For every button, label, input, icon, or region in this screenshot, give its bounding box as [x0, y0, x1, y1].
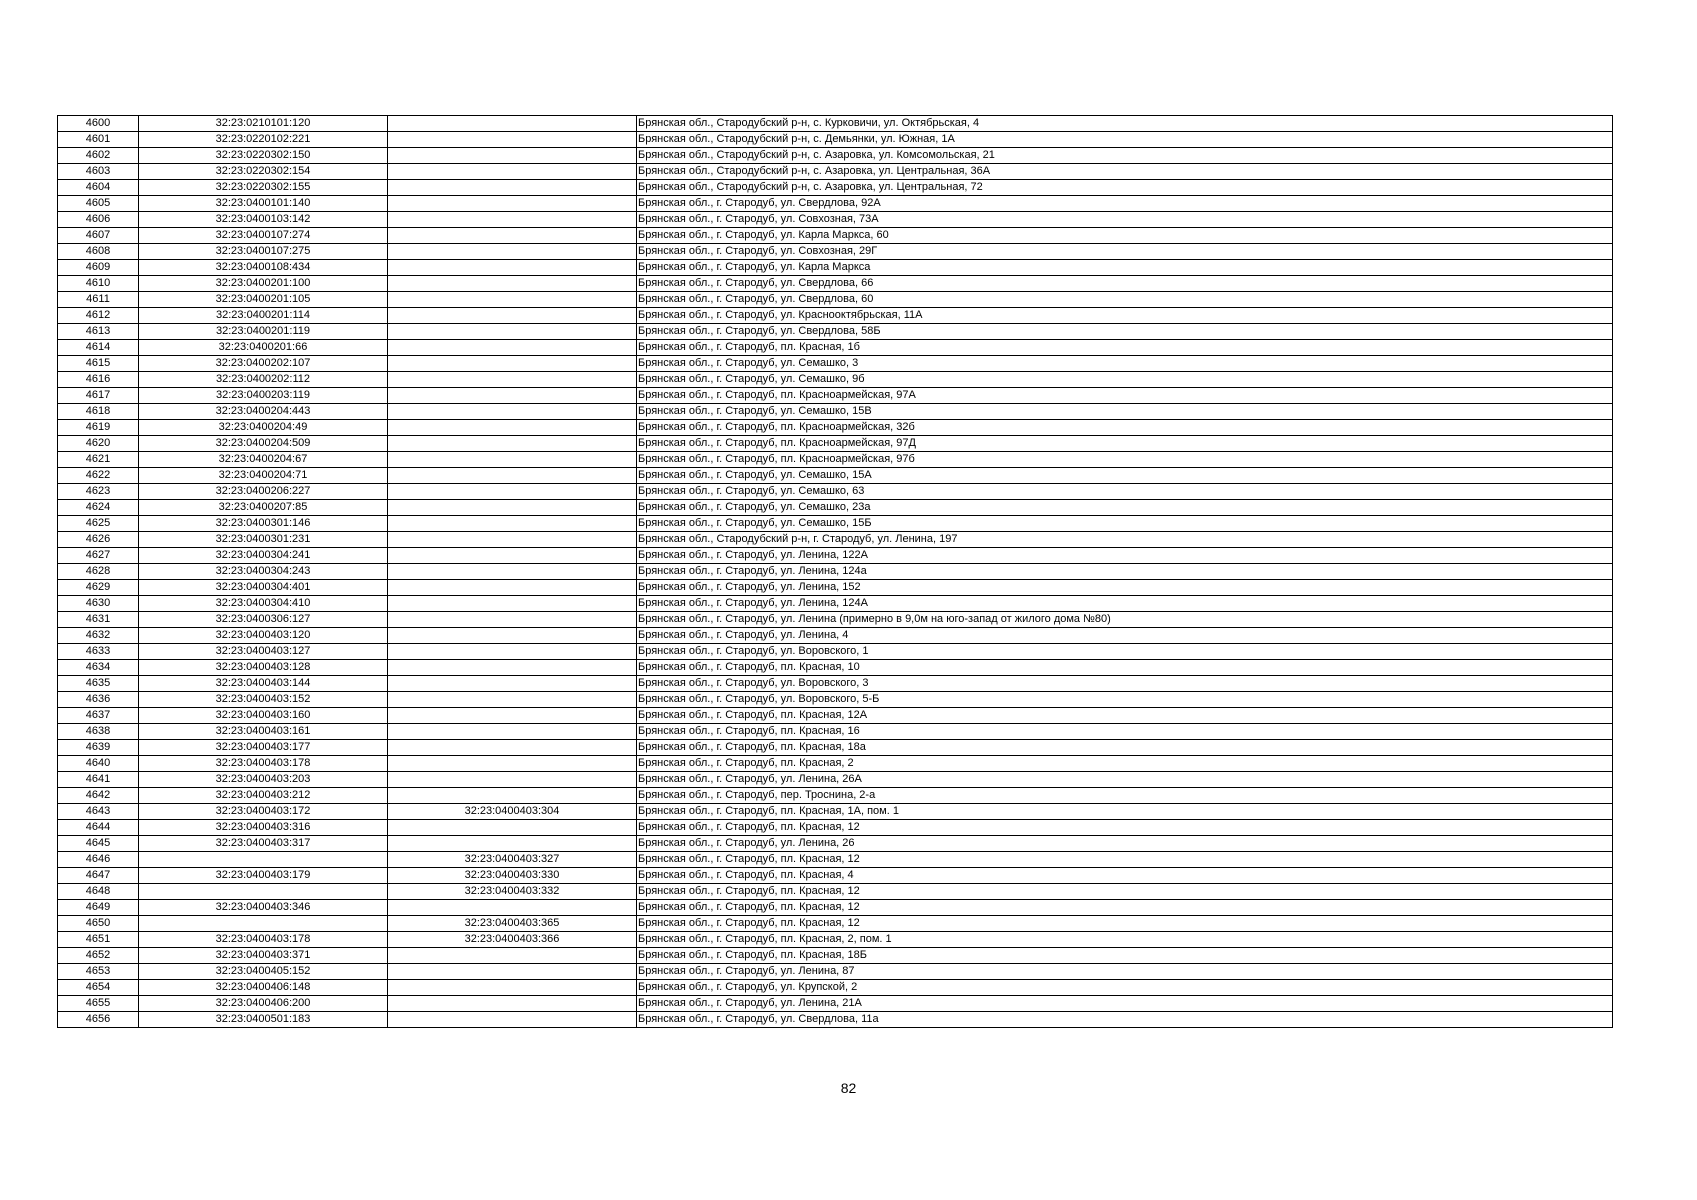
table-row	[58, 660, 1613, 676]
address-cell: Брянская обл., г. Стародуб, пл. Красная, 12	[637, 884, 1613, 900]
table-row	[58, 644, 1613, 660]
cadastral-number-cell: 32:23:0400403:346	[139, 900, 388, 916]
table-row	[58, 180, 1613, 196]
related-cadastral-number-cell: 32:23:0400403:327	[388, 852, 637, 868]
row-number-cell: 4623	[58, 484, 139, 500]
row-number-cell: 4608	[58, 244, 139, 260]
related-cadastral-number-cell	[388, 468, 637, 484]
related-cadastral-number-cell	[388, 372, 637, 388]
cadastral-number-cell: 32:23:0400207:85	[139, 500, 388, 516]
table-row	[58, 244, 1613, 260]
related-cadastral-number-cell	[388, 964, 637, 980]
row-number-cell: 4644	[58, 820, 139, 836]
cadastral-number-cell: 32:23:0400403:178	[139, 756, 388, 772]
cadastral-number-cell: 32:23:0220302:154	[139, 164, 388, 180]
row-number-cell: 4648	[58, 884, 139, 900]
address-cell: Брянская обл., г. Стародуб, ул. Ленина, 26А	[637, 772, 1613, 788]
row-number-cell: 4656	[58, 1012, 139, 1028]
table-row	[58, 356, 1613, 372]
row-number-cell: 4655	[58, 996, 139, 1012]
related-cadastral-number-cell	[388, 788, 637, 804]
row-number-cell: 4653	[58, 964, 139, 980]
row-number-cell: 4609	[58, 260, 139, 276]
cadastral-number-cell: 32:23:0400206:227	[139, 484, 388, 500]
address-cell: Брянская обл., г. Стародуб, ул. Краснооктябрьская, 11А	[637, 308, 1613, 324]
table-row	[58, 852, 1613, 868]
address-cell: Брянская обл., г. Стародуб, пер. Троснина, 2-а	[637, 788, 1613, 804]
related-cadastral-number-cell	[388, 420, 637, 436]
cadastral-number-cell: 32:23:0400204:443	[139, 404, 388, 420]
cadastral-number-cell: 32:23:0400108:434	[139, 260, 388, 276]
address-cell: Брянская обл., г. Стародуб, ул. Свердлова, 66	[637, 276, 1613, 292]
cadastral-number-cell: 32:23:0210101:120	[139, 116, 388, 132]
related-cadastral-number-cell	[388, 1012, 637, 1028]
cadastral-number-cell: 32:23:0400501:183	[139, 1012, 388, 1028]
table-row	[58, 276, 1613, 292]
table-row	[58, 612, 1613, 628]
table-row	[58, 916, 1613, 932]
row-number-cell: 4633	[58, 644, 139, 660]
related-cadastral-number-cell	[388, 292, 637, 308]
table-row	[58, 756, 1613, 772]
address-cell: Брянская обл., г. Стародуб, пл. Красная, 1б	[637, 340, 1613, 356]
row-number-cell: 4610	[58, 276, 139, 292]
address-cell: Брянская обл., г. Стародуб, ул. Совхозная, 73А	[637, 212, 1613, 228]
cadastral-number-cell: 32:23:0400204:67	[139, 452, 388, 468]
related-cadastral-number-cell	[388, 692, 637, 708]
related-cadastral-number-cell	[388, 756, 637, 772]
cadastral-number-cell: 32:23:0400403:317	[139, 836, 388, 852]
address-cell: Брянская обл., Стародубский р-н, с. Курковичи, ул. Октябрьская, 4	[637, 116, 1613, 132]
address-cell: Брянская обл., г. Стародуб, пл. Красная, 18Б	[637, 948, 1613, 964]
cadastral-number-cell: 32:23:0400306:127	[139, 612, 388, 628]
row-number-cell: 4630	[58, 596, 139, 612]
row-number-cell: 4605	[58, 196, 139, 212]
cadastral-number-cell: 32:23:0400204:71	[139, 468, 388, 484]
table-row	[58, 836, 1613, 852]
related-cadastral-number-cell	[388, 116, 637, 132]
cadastral-number-cell: 32:23:0400403:178	[139, 932, 388, 948]
table-row	[58, 340, 1613, 356]
address-cell: Брянская обл., г. Стародуб, пл. Красная, 2	[637, 756, 1613, 772]
table-row	[58, 292, 1613, 308]
related-cadastral-number-cell: 32:23:0400403:330	[388, 868, 637, 884]
table-row	[58, 420, 1613, 436]
related-cadastral-number-cell	[388, 276, 637, 292]
cadastral-number-cell: 32:23:0400406:200	[139, 996, 388, 1012]
address-cell: Брянская обл., г. Стародуб, пл. Красная, 4	[637, 868, 1613, 884]
row-number-cell: 4631	[58, 612, 139, 628]
table-row	[58, 964, 1613, 980]
address-cell: Брянская обл., г. Стародуб, ул. Ленина, 152	[637, 580, 1613, 596]
row-number-cell: 4603	[58, 164, 139, 180]
table-row	[58, 260, 1613, 276]
related-cadastral-number-cell	[388, 948, 637, 964]
cadastral-number-cell: 32:23:0400304:243	[139, 564, 388, 580]
related-cadastral-number-cell: 32:23:0400403:304	[388, 804, 637, 820]
table-row	[58, 500, 1613, 516]
address-cell: Брянская обл., г. Стародуб, ул. Ленина, 122А	[637, 548, 1613, 564]
table-row	[58, 564, 1613, 580]
related-cadastral-number-cell	[388, 532, 637, 548]
address-cell: Брянская обл., г. Стародуб, пл. Красная, 12	[637, 820, 1613, 836]
table-row	[58, 900, 1613, 916]
table-row	[58, 324, 1613, 340]
cadastral-number-cell: 32:23:0400403:179	[139, 868, 388, 884]
table-row	[58, 804, 1613, 820]
row-number-cell: 4624	[58, 500, 139, 516]
address-cell: Брянская обл., г. Стародуб, пл. Красноармейская, 97б	[637, 452, 1613, 468]
row-number-cell: 4632	[58, 628, 139, 644]
cadastral-number-cell: 32:23:0400304:410	[139, 596, 388, 612]
address-cell: Брянская обл., г. Стародуб, ул. Семашко, 23а	[637, 500, 1613, 516]
related-cadastral-number-cell	[388, 580, 637, 596]
table-row	[58, 932, 1613, 948]
related-cadastral-number-cell	[388, 724, 637, 740]
related-cadastral-number-cell	[388, 820, 637, 836]
address-cell: Брянская обл., г. Стародуб, ул. Свердлова, 60	[637, 292, 1613, 308]
table-row	[58, 820, 1613, 836]
cadastral-number-cell: 32:23:0400202:112	[139, 372, 388, 388]
table-row	[58, 692, 1613, 708]
related-cadastral-number-cell	[388, 612, 637, 628]
address-cell: Брянская обл., г. Стародуб, ул. Семашко, 15В	[637, 404, 1613, 420]
row-number-cell: 4643	[58, 804, 139, 820]
address-cell: Брянская обл., г. Стародуб, ул. Семашко, 3	[637, 356, 1613, 372]
cadastral-number-cell: 32:23:0400107:274	[139, 228, 388, 244]
table-row	[58, 404, 1613, 420]
address-cell: Брянская обл., г. Стародуб, ул. Семашко, 15А	[637, 468, 1613, 484]
related-cadastral-number-cell: 32:23:0400403:366	[388, 932, 637, 948]
cadastral-number-cell: 32:23:0400403:120	[139, 628, 388, 644]
related-cadastral-number-cell	[388, 516, 637, 532]
related-cadastral-number-cell	[388, 740, 637, 756]
address-cell: Брянская обл., г. Стародуб, ул. Ленина, 124а	[637, 564, 1613, 580]
address-cell: Брянская обл., г. Стародуб, пл. Красная, 12А	[637, 708, 1613, 724]
row-number-cell: 4606	[58, 212, 139, 228]
table-row	[58, 580, 1613, 596]
table-row	[58, 372, 1613, 388]
row-number-cell: 4642	[58, 788, 139, 804]
related-cadastral-number-cell	[388, 228, 637, 244]
related-cadastral-number-cell	[388, 980, 637, 996]
row-number-cell: 4629	[58, 580, 139, 596]
related-cadastral-number-cell: 32:23:0400403:332	[388, 884, 637, 900]
address-cell: Брянская обл., г. Стародуб, пл. Красноармейская, 97А	[637, 388, 1613, 404]
table-row	[58, 212, 1613, 228]
related-cadastral-number-cell	[388, 340, 637, 356]
cadastral-number-cell: 32:23:0220302:150	[139, 148, 388, 164]
cadastral-number-cell: 32:23:0400403:212	[139, 788, 388, 804]
address-cell: Брянская обл., г. Стародуб, ул. Свердлова, 58Б	[637, 324, 1613, 340]
table-row	[58, 1012, 1613, 1028]
row-number-cell: 4634	[58, 660, 139, 676]
table-row	[58, 676, 1613, 692]
cadastral-number-cell	[139, 916, 388, 932]
row-number-cell: 4604	[58, 180, 139, 196]
cadastral-number-cell: 32:23:0400403:161	[139, 724, 388, 740]
related-cadastral-number-cell	[388, 132, 637, 148]
table-row	[58, 164, 1613, 180]
table-row	[58, 468, 1613, 484]
row-number-cell: 4626	[58, 532, 139, 548]
row-number-cell: 4613	[58, 324, 139, 340]
address-cell: Брянская обл., г. Стародуб, ул. Ленина (примерно в 9,0м на юго-запад от жилого дома №80)	[637, 612, 1613, 628]
related-cadastral-number-cell	[388, 500, 637, 516]
row-number-cell: 4620	[58, 436, 139, 452]
cadastral-number-cell: 32:23:0400403:128	[139, 660, 388, 676]
row-number-cell: 4617	[58, 388, 139, 404]
table-row	[58, 532, 1613, 548]
row-number-cell: 4646	[58, 852, 139, 868]
cadastral-number-cell: 32:23:0400403:144	[139, 676, 388, 692]
row-number-cell: 4639	[58, 740, 139, 756]
registry-table	[57, 115, 1613, 1028]
table-row	[58, 948, 1613, 964]
related-cadastral-number-cell	[388, 308, 637, 324]
table-row	[58, 132, 1613, 148]
table-row	[58, 148, 1613, 164]
cadastral-number-cell: 32:23:0400403:152	[139, 692, 388, 708]
related-cadastral-number-cell	[388, 436, 637, 452]
related-cadastral-number-cell	[388, 644, 637, 660]
address-cell: Брянская обл., г. Стародуб, ул. Ленина, 4	[637, 628, 1613, 644]
address-cell: Брянская обл., г. Стародуб, ул. Карла Маркса, 60	[637, 228, 1613, 244]
related-cadastral-number-cell	[388, 660, 637, 676]
address-cell: Брянская обл., г. Стародуб, пл. Красная, 12	[637, 900, 1613, 916]
address-cell: Брянская обл., г. Стародуб, ул. Ленина, 87	[637, 964, 1613, 980]
related-cadastral-number-cell	[388, 452, 637, 468]
table-row	[58, 788, 1613, 804]
related-cadastral-number-cell	[388, 772, 637, 788]
row-number-cell: 4635	[58, 676, 139, 692]
row-number-cell: 4621	[58, 452, 139, 468]
related-cadastral-number-cell	[388, 996, 637, 1012]
table-row	[58, 772, 1613, 788]
row-number-cell: 4607	[58, 228, 139, 244]
related-cadastral-number-cell	[388, 708, 637, 724]
row-number-cell: 4651	[58, 932, 139, 948]
row-number-cell: 4637	[58, 708, 139, 724]
table-row	[58, 740, 1613, 756]
row-number-cell: 4652	[58, 948, 139, 964]
cadastral-number-cell: 32:23:0400201:66	[139, 340, 388, 356]
table-row	[58, 484, 1613, 500]
address-cell: Брянская обл., г. Стародуб, пл. Красноармейская, 32б	[637, 420, 1613, 436]
address-cell: Брянская обл., г. Стародуб, ул. Карла Маркса	[637, 260, 1613, 276]
cadastral-number-cell	[139, 884, 388, 900]
cadastral-number-cell: 32:23:0400403:316	[139, 820, 388, 836]
cadastral-number-cell: 32:23:0400201:100	[139, 276, 388, 292]
row-number-cell: 4614	[58, 340, 139, 356]
row-number-cell: 4649	[58, 900, 139, 916]
row-number-cell: 4650	[58, 916, 139, 932]
related-cadastral-number-cell	[388, 196, 637, 212]
row-number-cell: 4601	[58, 132, 139, 148]
row-number-cell: 4628	[58, 564, 139, 580]
address-cell: Брянская обл., Стародубский р-н, с. Азаровка, ул. Центральная, 72	[637, 180, 1613, 196]
table-row	[58, 116, 1613, 132]
row-number-cell: 4616	[58, 372, 139, 388]
address-cell: Брянская обл., г. Стародуб, пл. Красная, 10	[637, 660, 1613, 676]
cadastral-number-cell: 32:23:0400304:241	[139, 548, 388, 564]
address-cell: Брянская обл., г. Стародуб, ул. Ленина, 124А	[637, 596, 1613, 612]
row-number-cell: 4600	[58, 116, 139, 132]
address-cell: Брянская обл., г. Стародуб, ул. Крупской, 2	[637, 980, 1613, 996]
address-cell: Брянская обл., г. Стародуб, пл. Красноармейская, 97Д	[637, 436, 1613, 452]
table-row	[58, 436, 1613, 452]
table-row	[58, 708, 1613, 724]
address-cell: Брянская обл., Стародубский р-н, с. Демьянки, ул. Южная, 1А	[637, 132, 1613, 148]
cadastral-number-cell: 32:23:0400403:371	[139, 948, 388, 964]
row-number-cell: 4638	[58, 724, 139, 740]
cadastral-number-cell: 32:23:0400103:142	[139, 212, 388, 228]
cadastral-number-cell: 32:23:0220302:155	[139, 180, 388, 196]
cadastral-number-cell: 32:23:0400201:119	[139, 324, 388, 340]
table-row	[58, 868, 1613, 884]
address-cell: Брянская обл., Стародубский р-н, с. Азаровка, ул. Центральная, 36А	[637, 164, 1613, 180]
table-row	[58, 884, 1613, 900]
row-number-cell: 4611	[58, 292, 139, 308]
table-row	[58, 548, 1613, 564]
cadastral-number-cell	[139, 852, 388, 868]
related-cadastral-number-cell	[388, 564, 637, 580]
address-cell: Брянская обл., г. Стародуб, ул. Семашко, 9б	[637, 372, 1613, 388]
address-cell: Брянская обл., Стародубский р-н, с. Азаровка, ул. Комсомольская, 21	[637, 148, 1613, 164]
address-cell: Брянская обл., г. Стародуб, пл. Красная, 2, пом. 1	[637, 932, 1613, 948]
address-cell: Брянская обл., г. Стародуб, ул. Семашко, 63	[637, 484, 1613, 500]
table-row	[58, 452, 1613, 468]
table-row	[58, 980, 1613, 996]
cadastral-number-cell: 32:23:0400301:231	[139, 532, 388, 548]
related-cadastral-number-cell	[388, 324, 637, 340]
related-cadastral-number-cell	[388, 548, 637, 564]
cadastral-number-cell: 32:23:0400406:148	[139, 980, 388, 996]
related-cadastral-number-cell	[388, 388, 637, 404]
row-number-cell: 4615	[58, 356, 139, 372]
related-cadastral-number-cell	[388, 356, 637, 372]
related-cadastral-number-cell	[388, 148, 637, 164]
cadastral-number-cell: 32:23:0400204:49	[139, 420, 388, 436]
address-cell: Брянская обл., г. Стародуб, ул. Свердлова, 92А	[637, 196, 1613, 212]
table-row	[58, 996, 1613, 1012]
table-row	[58, 308, 1613, 324]
address-cell: Брянская обл., г. Стародуб, ул. Семашко, 15Б	[637, 516, 1613, 532]
page-number: 82	[840, 1080, 857, 1096]
table-body	[58, 116, 1613, 1028]
address-cell: Брянская обл., г. Стародуб, ул. Воровского, 5-Б	[637, 692, 1613, 708]
related-cadastral-number-cell	[388, 164, 637, 180]
address-cell: Брянская обл., г. Стародуб, ул. Совхозная, 29Г	[637, 244, 1613, 260]
cadastral-number-cell: 32:23:0400304:401	[139, 580, 388, 596]
row-number-cell: 4645	[58, 836, 139, 852]
cadastral-number-cell: 32:23:0400201:114	[139, 308, 388, 324]
table-row	[58, 228, 1613, 244]
row-number-cell: 4647	[58, 868, 139, 884]
cadastral-number-cell: 32:23:0400101:140	[139, 196, 388, 212]
related-cadastral-number-cell	[388, 212, 637, 228]
related-cadastral-number-cell: 32:23:0400403:365	[388, 916, 637, 932]
address-cell: Брянская обл., г. Стародуб, пл. Красная, 1А, пом. 1	[637, 804, 1613, 820]
address-cell: Брянская обл., г. Стародуб, пл. Красная, 12	[637, 916, 1613, 932]
related-cadastral-number-cell	[388, 404, 637, 420]
row-number-cell: 4622	[58, 468, 139, 484]
row-number-cell: 4640	[58, 756, 139, 772]
cadastral-number-cell: 32:23:0400403:177	[139, 740, 388, 756]
table-row	[58, 596, 1613, 612]
table-row	[58, 388, 1613, 404]
address-cell: Брянская обл., г. Стародуб, пл. Красная, 12	[637, 852, 1613, 868]
address-cell: Брянская обл., г. Стародуб, ул. Свердлова, 11а	[637, 1012, 1613, 1028]
address-cell: Брянская обл., Стародубский р-н, г. Стародуб, ул. Ленина, 197	[637, 532, 1613, 548]
related-cadastral-number-cell	[388, 676, 637, 692]
address-cell: Брянская обл., г. Стародуб, ул. Воровского, 3	[637, 676, 1613, 692]
row-number-cell: 4627	[58, 548, 139, 564]
address-cell: Брянская обл., г. Стародуб, ул. Ленина, 26	[637, 836, 1613, 852]
cadastral-number-cell: 32:23:0400301:146	[139, 516, 388, 532]
cadastral-number-cell: 32:23:0400202:107	[139, 356, 388, 372]
related-cadastral-number-cell	[388, 484, 637, 500]
related-cadastral-number-cell	[388, 596, 637, 612]
row-number-cell: 4618	[58, 404, 139, 420]
address-cell: Брянская обл., г. Стародуб, ул. Воровского, 1	[637, 644, 1613, 660]
cadastral-number-cell: 32:23:0400201:105	[139, 292, 388, 308]
row-number-cell: 4612	[58, 308, 139, 324]
related-cadastral-number-cell	[388, 836, 637, 852]
table-row	[58, 628, 1613, 644]
cadastral-number-cell: 32:23:0220102:221	[139, 132, 388, 148]
table-row	[58, 724, 1613, 740]
row-number-cell: 4641	[58, 772, 139, 788]
row-number-cell: 4654	[58, 980, 139, 996]
related-cadastral-number-cell	[388, 628, 637, 644]
cadastral-number-cell: 32:23:0400403:203	[139, 772, 388, 788]
cadastral-number-cell: 32:23:0400403:160	[139, 708, 388, 724]
cadastral-number-cell: 32:23:0400405:152	[139, 964, 388, 980]
cadastral-number-cell: 32:23:0400204:509	[139, 436, 388, 452]
related-cadastral-number-cell	[388, 180, 637, 196]
cadastral-number-cell: 32:23:0400203:119	[139, 388, 388, 404]
cadastral-number-cell: 32:23:0400107:275	[139, 244, 388, 260]
table-row	[58, 196, 1613, 212]
row-number-cell: 4619	[58, 420, 139, 436]
row-number-cell: 4636	[58, 692, 139, 708]
related-cadastral-number-cell	[388, 900, 637, 916]
address-cell: Брянская обл., г. Стародуб, пл. Красная, 18а	[637, 740, 1613, 756]
related-cadastral-number-cell	[388, 244, 637, 260]
table-row	[58, 516, 1613, 532]
address-cell: Брянская обл., г. Стародуб, ул. Ленина, 21А	[637, 996, 1613, 1012]
row-number-cell: 4602	[58, 148, 139, 164]
row-number-cell: 4625	[58, 516, 139, 532]
cadastral-number-cell: 32:23:0400403:127	[139, 644, 388, 660]
related-cadastral-number-cell	[388, 260, 637, 276]
address-cell: Брянская обл., г. Стародуб, пл. Красная, 16	[637, 724, 1613, 740]
cadastral-number-cell: 32:23:0400403:172	[139, 804, 388, 820]
